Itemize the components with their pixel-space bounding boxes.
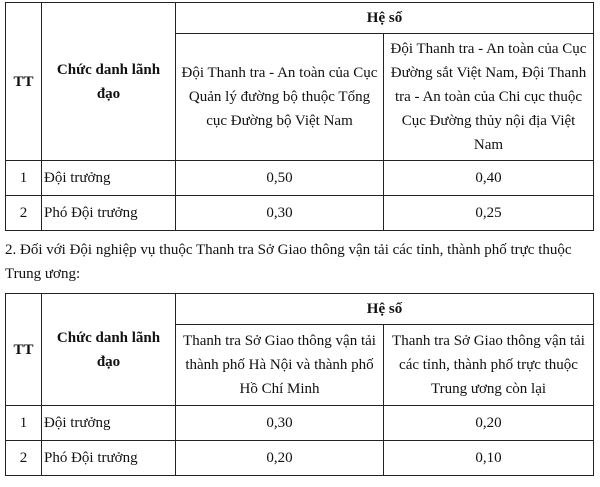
col-b-header-text: Thanh tra Sở Giao thông vận tải các tỉnh, thành phố trực thuộc Trung ương còn lại bbox=[392, 333, 585, 397]
row-title: Phó Đội trưởng bbox=[42, 196, 176, 231]
row-value-a: 0,30 bbox=[176, 196, 384, 231]
title-header bbox=[42, 3, 176, 161]
row-title: Đội trưởng bbox=[42, 406, 176, 441]
title-header-text: Chức danh lãnh đạo bbox=[56, 61, 161, 102]
title-header bbox=[42, 294, 176, 406]
tt-header: TT bbox=[6, 294, 42, 406]
row-value-a: 0,20 bbox=[176, 441, 384, 476]
row-tt: 2 bbox=[6, 441, 42, 476]
coefficient-table-2 bbox=[5, 293, 594, 476]
coefficient-table-1 bbox=[5, 2, 594, 231]
row-value-a: 0,30 bbox=[176, 406, 384, 441]
table-row bbox=[6, 161, 594, 196]
row-value-a: 0,50 bbox=[176, 161, 384, 196]
row-title: Phó Đội trưởng bbox=[42, 441, 176, 476]
section-note: 2. Đối với Đội nghiệp vụ thuộc Thanh tra Sở Giao thông vận tải các tỉnh, thành phố trực thuộc Trung ương: bbox=[5, 242, 572, 282]
coef-header: Hệ số bbox=[176, 3, 594, 34]
row-tt: 2 bbox=[6, 196, 42, 231]
table-row bbox=[6, 441, 594, 476]
col-b-header bbox=[384, 34, 594, 161]
col-a-header bbox=[176, 34, 384, 161]
tt-header: TT bbox=[6, 3, 42, 161]
table-row bbox=[6, 406, 594, 441]
row-value-b: 0,10 bbox=[384, 441, 594, 476]
coef-header: Hệ số bbox=[176, 294, 594, 325]
col-b-header-text: Đội Thanh tra - An toàn của Cục Đường sắt Việt Nam, Đội Thanh tra - An toàn của Chi cục thuộc Cục Đường thủy nội địa Việt Nam bbox=[390, 41, 587, 153]
row-value-b: 0,20 bbox=[384, 406, 594, 441]
row-value-b: 0,25 bbox=[384, 196, 594, 231]
row-title: Đội trưởng bbox=[42, 161, 176, 196]
col-a-header-text: Đội Thanh tra - An toàn của Cục Quản lý đường bộ thuộc Tổng cục Đường bộ Việt Nam bbox=[181, 65, 378, 129]
col-a-header-text: Thanh tra Sở Giao thông vận tải thành phố Hà Nội và thành phố Hồ Chí Minh bbox=[183, 333, 376, 397]
row-tt: 1 bbox=[6, 406, 42, 441]
title-header-text: Chức danh lãnh đạo bbox=[56, 329, 161, 370]
row-tt: 1 bbox=[6, 161, 42, 196]
row-value-b: 0,40 bbox=[384, 161, 594, 196]
col-b-header bbox=[384, 325, 594, 406]
table-row bbox=[6, 196, 594, 231]
col-a-header bbox=[176, 325, 384, 406]
